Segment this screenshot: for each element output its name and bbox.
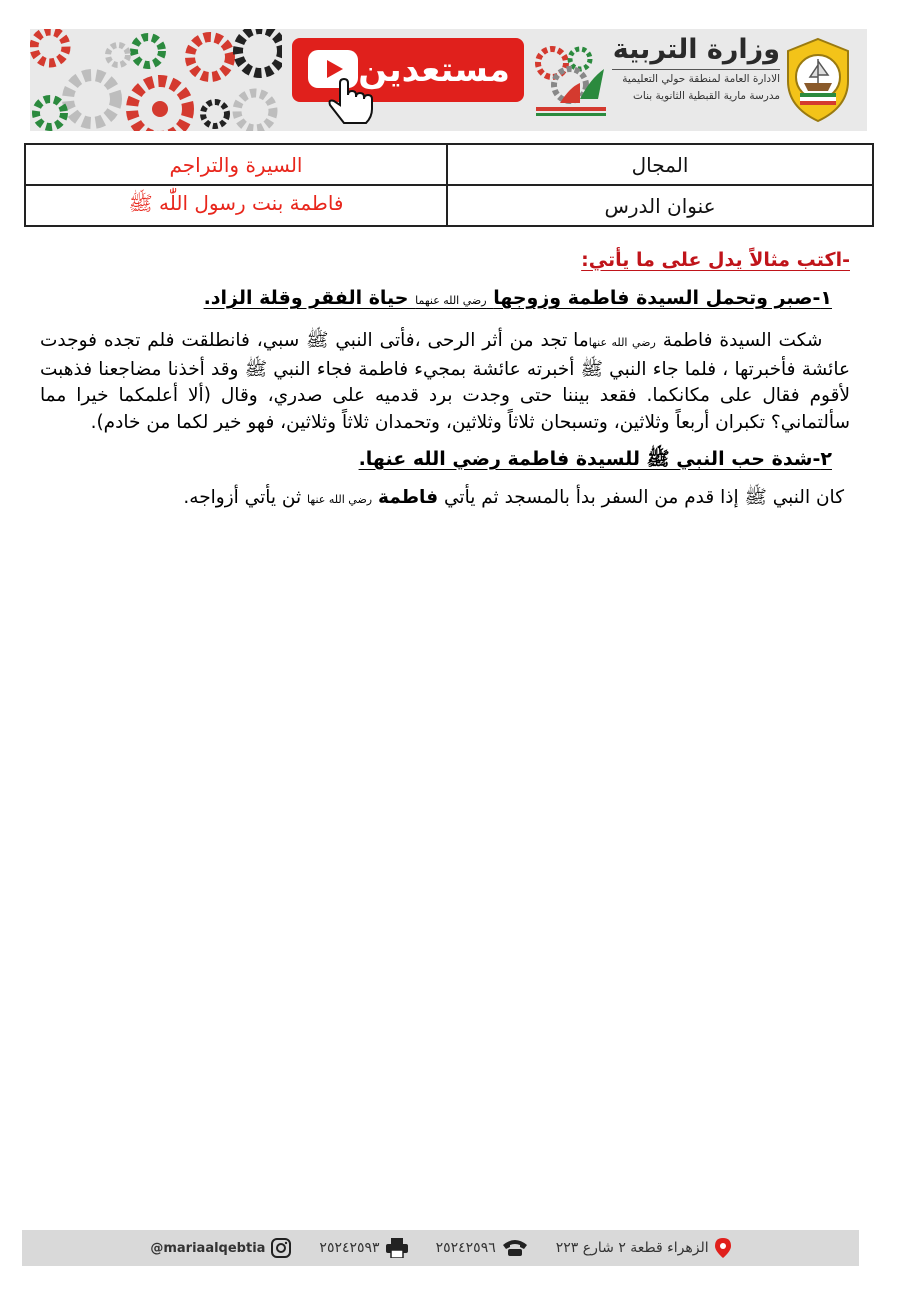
item1-title-main: ١-صبر وتحمل السيدة فاطمة وزوجها — [493, 287, 832, 309]
footer-phone — [436, 1239, 528, 1257]
item2-para-start: كان النبي ﷺ إذا قدم من السفر بدأ بالمسجد ثم يأتي — [444, 487, 844, 508]
item1-para-start: شكت السيدة فاطمة — [662, 330, 823, 351]
lesson-content — [40, 245, 850, 514]
item2-para-honorific: رضي الله عنها — [307, 493, 373, 506]
kuwait-emblem-icon — [782, 35, 854, 125]
item2-para-end: ثن يأتي أزواجه. — [183, 487, 302, 508]
lesson-info-table — [24, 143, 874, 227]
table-row — [25, 144, 873, 185]
pointer-hand-icon — [320, 77, 380, 129]
field-value: السيرة والتراجم — [25, 144, 447, 185]
channel-label: مستعدين — [358, 50, 510, 90]
lesson-title-label: عنوان الدرس — [447, 185, 873, 226]
phone-text: ٢٥٢٤٢٥٩٦ — [435, 1240, 496, 1256]
directorate-name: الادارة العامة لمنطقة حولي التعليمية — [612, 69, 780, 88]
item1-title-end: حياة الفقر وقلة الزاد. — [203, 287, 409, 309]
location-pin-icon — [715, 1238, 731, 1258]
contact-footer — [22, 1230, 859, 1266]
item1-para-rest: ما تجد من أثر الرحى ،فأتى النبي ﷺ سبي، فانطلقت فلم تجده فوجدت عائشة فأخبرتها ، فلما جاء النبي ﷺ أخبرته عائشة بمجيء فاطمة فجاء النبي ﷺ وقد أخذنا مضاجعنا فذهبت لأقوم فقال على مكانكما. فقعد بيننا حتى وجدت برد قدميه على صدري، وقال (ألا أعلمكما خيرا مما سألتماني؟ تكبران أربعاً وثلاثين، وتسبحان ثلاثاً وثلاثين، وتحمدان ثلاثاً وثلاثين، فهو خير لكما من خادم). — [40, 330, 850, 433]
telephone-icon — [502, 1239, 528, 1257]
field-label: المجال — [447, 144, 873, 185]
instagram-handle: @mariaalqebtia — [150, 1240, 266, 1256]
printer-icon — [386, 1238, 408, 1258]
fax-text: ٢٥٢٤٢٥٩٣ — [319, 1240, 380, 1256]
item2-paragraph — [40, 484, 844, 514]
item2-title: ٢-شدة حب النبي ﷺ للسيدة فاطمة رضي الله عنها. — [358, 448, 832, 470]
instagram-icon — [271, 1238, 291, 1258]
gears-decoration-icon — [30, 29, 282, 131]
item1-paragraph — [40, 328, 850, 436]
table-row — [25, 185, 873, 226]
question-heading: -اكتب مثالاً يدل على ما يأتي: — [581, 249, 850, 271]
school-logo-icon — [530, 39, 610, 121]
footer-address — [556, 1238, 731, 1258]
item2-para-bold: فاطمة — [378, 487, 439, 508]
lesson-title-value: فاطمة بنت رسول اللّٰه ﷺ — [25, 185, 447, 226]
school-name: مدرسة مارية القبطية الثانوية بنات — [633, 90, 780, 102]
ministry-block — [612, 33, 780, 127]
item1-title-honorific: رضي الله عنهما — [415, 294, 487, 307]
footer-fax — [319, 1238, 407, 1258]
footer-instagram[interactable] — [150, 1238, 291, 1258]
address-text: الزهراء قطعة ٢ شارع ٢٢٣ — [555, 1240, 709, 1256]
header-banner — [30, 29, 867, 131]
ministry-title: وزارة التربية — [612, 34, 780, 65]
item1-title — [40, 283, 832, 316]
item1-para-honorific: رضي الله عنها — [588, 336, 656, 349]
